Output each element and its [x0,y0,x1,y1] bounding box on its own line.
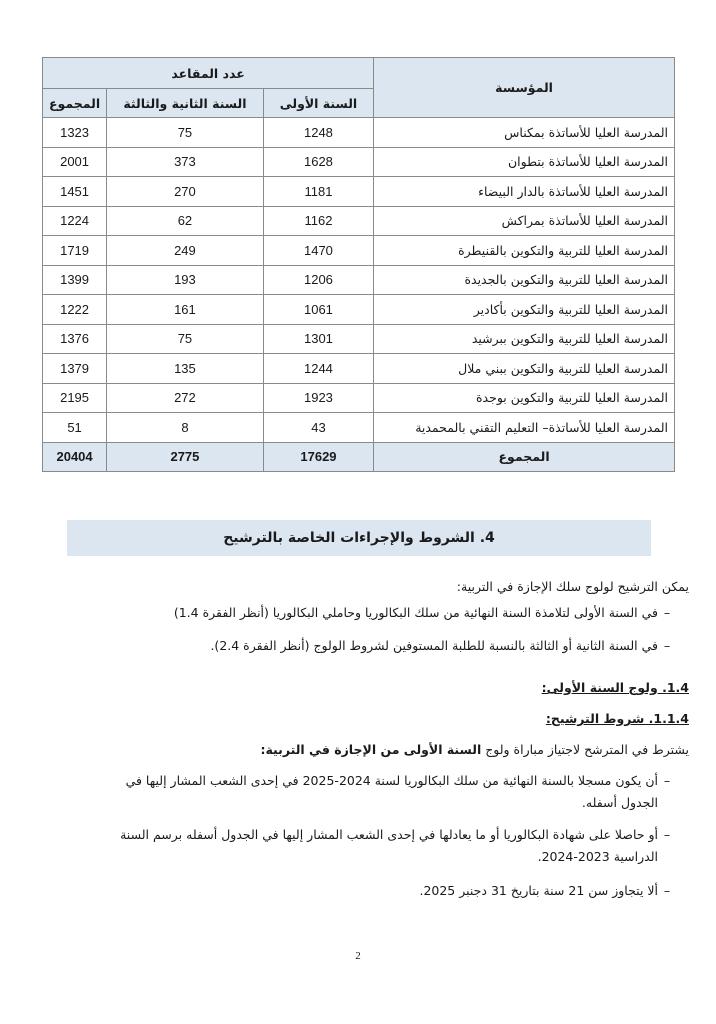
institution-name-cell: المدرسة العليا للتربية والتكوين بوجدة [374,383,675,413]
institution-name-cell: المدرسة العليا للأساتذة بتطوان [374,147,675,177]
row-total-cell: 2001 [43,147,107,177]
first-year-cell: 1244 [263,354,373,384]
institution-name-cell: المدرسة العليا للتربية والتكوين بالجديدة [374,265,675,295]
first-year-cell: 1628 [263,147,373,177]
requirement-item-3 [419,880,676,902]
table-row [43,147,675,177]
first-year-cell: 1206 [263,265,373,295]
first-year-cell: 1301 [263,324,373,354]
first-year-cell: 1248 [263,118,373,148]
institution-name-cell: المدرسة العليا للأساتذة بالدار البيضاء [374,177,675,207]
table-row [43,177,675,207]
intro-item-2 [210,635,676,657]
requirement-item-1-line-1: أن يكون مسجلا بالسنة النهائية من سلك البكالوريا لسنة 2024-2025 في إحدى الشعب المشار إليها في [125,773,658,788]
second-third-year-cell: 62 [107,206,264,236]
first-year-cell: 1470 [263,236,373,266]
table-total-row [43,442,675,472]
table-row [43,413,675,443]
total-second-third-year: 2775 [107,442,264,472]
table-row [43,354,675,384]
second-third-year-cell: 373 [107,147,264,177]
intro-item-1 [174,602,676,624]
intro-text: يمكن الترشيح لولوج سلك الإجازة في التربية: [456,579,689,594]
row-total-cell: 1719 [43,236,107,266]
requirements-intro-bold: السنة الأولى من الإجازة في التربية [265,742,482,757]
dash-bullet: – [663,773,671,788]
requirements-intro-start: يشترط في المترشح لاجتياز مباراة ولوج [481,742,689,757]
second-third-year-header: السنة الثانية والثالثة [107,89,264,118]
second-third-year-cell: 270 [107,177,264,207]
requirement-item-3-text: ألا يتجاوز سن 21 سنة بتاريخ 31 دجنبر 2025. [419,883,658,898]
requirement-item-1-line-2: الجدول أسفله. [581,795,658,810]
second-third-year-cell: 249 [107,236,264,266]
total-row-label: المجموع [374,442,675,472]
requirement-item-1 [56,770,676,814]
second-third-year-cell: 193 [107,265,264,295]
institution-name-cell: المدرسة العليا للتربية والتكوين ببرشيد [374,324,675,354]
row-total-cell: 1379 [43,354,107,384]
page-number: 2 [355,950,361,962]
table-row [43,324,675,354]
table-row [43,206,675,236]
second-third-year-cell: 161 [107,295,264,325]
second-third-year-cell: 75 [107,118,264,148]
requirements-intro-end: : [260,742,266,757]
institution-name-cell: المدرسة العليا للتربية والتكوين ببني ملال [374,354,675,384]
dash-bullet: – [663,605,671,620]
total-grand: 20404 [43,442,107,472]
seats-table [42,57,675,472]
first-year-cell: 1162 [263,206,373,236]
dash-bullet: – [663,638,671,653]
first-year-cell: 1061 [263,295,373,325]
table-row [43,295,675,325]
institution-name-cell: المدرسة العليا للتربية والتكوين بالقنيطرة [374,236,675,266]
section-4-heading: 4. الشروط والإجراءات الخاصة بالترشيح [67,520,651,556]
row-total-cell: 1222 [43,295,107,325]
second-third-year-cell: 8 [107,413,264,443]
requirement-item-2 [56,824,676,868]
institution-name-cell: المدرسة العليا للأساتذة بمراكش [374,206,675,236]
row-total-cell: 1224 [43,206,107,236]
intro-item-1-text: في السنة الأولى لتلامذة السنة النهائية من سلك البكالوريا وحاملي البكالوريا (أنظر الفقرة 1.4) [173,605,658,620]
institution-header: المؤسسة [374,58,675,118]
second-third-year-cell: 135 [107,354,264,384]
intro-item-2-text: في السنة الثانية أو الثالثة بالنسبة للطلبة المستوفين لشروط الولوج (أنظر الفقرة 2.4). [210,638,658,653]
total-header: المجموع [43,89,107,118]
requirements-intro [260,739,689,761]
institution-name-cell: المدرسة العليا للتربية والتكوين بأكادير [374,295,675,325]
dash-bullet: – [663,883,671,898]
second-third-year-cell: 272 [107,383,264,413]
requirement-item-2-line-2: الدراسية 2023-2024. [537,849,658,864]
table-row [43,236,675,266]
requirement-item-2-line-1: أو حاصلا على شهادة البكالوريا أو ما يعادلها في إحدى الشعب المشار إليها في الجدول أسفله برسم السنة [120,827,658,842]
dash-bullet: – [663,827,671,842]
row-total-cell: 51 [43,413,107,443]
first-year-cell: 1181 [263,177,373,207]
institution-name-cell: المدرسة العليا للأساتذة– التعليم التقني بالمحمدية [374,413,675,443]
table-row [43,265,675,295]
row-total-cell: 1376 [43,324,107,354]
row-total-cell: 1451 [43,177,107,207]
table-body [43,118,675,443]
row-total-cell: 1323 [43,118,107,148]
table-row [43,383,675,413]
table-row [43,118,675,148]
first-year-cell: 1923 [263,383,373,413]
institution-name-cell: المدرسة العليا للأساتذة بمكناس [374,118,675,148]
row-total-cell: 2195 [43,383,107,413]
first-year-header: السنة الأولى [263,89,373,118]
heading-1-4: 1.4. ولوج السنة الأولى: [541,680,689,695]
second-third-year-cell: 75 [107,324,264,354]
row-total-cell: 1399 [43,265,107,295]
total-first-year: 17629 [263,442,373,472]
seats-header: عدد المقاعد [43,58,374,89]
first-year-cell: 43 [263,413,373,443]
heading-1-1-4: 1.1.4. شروط الترشيح: [545,711,689,726]
